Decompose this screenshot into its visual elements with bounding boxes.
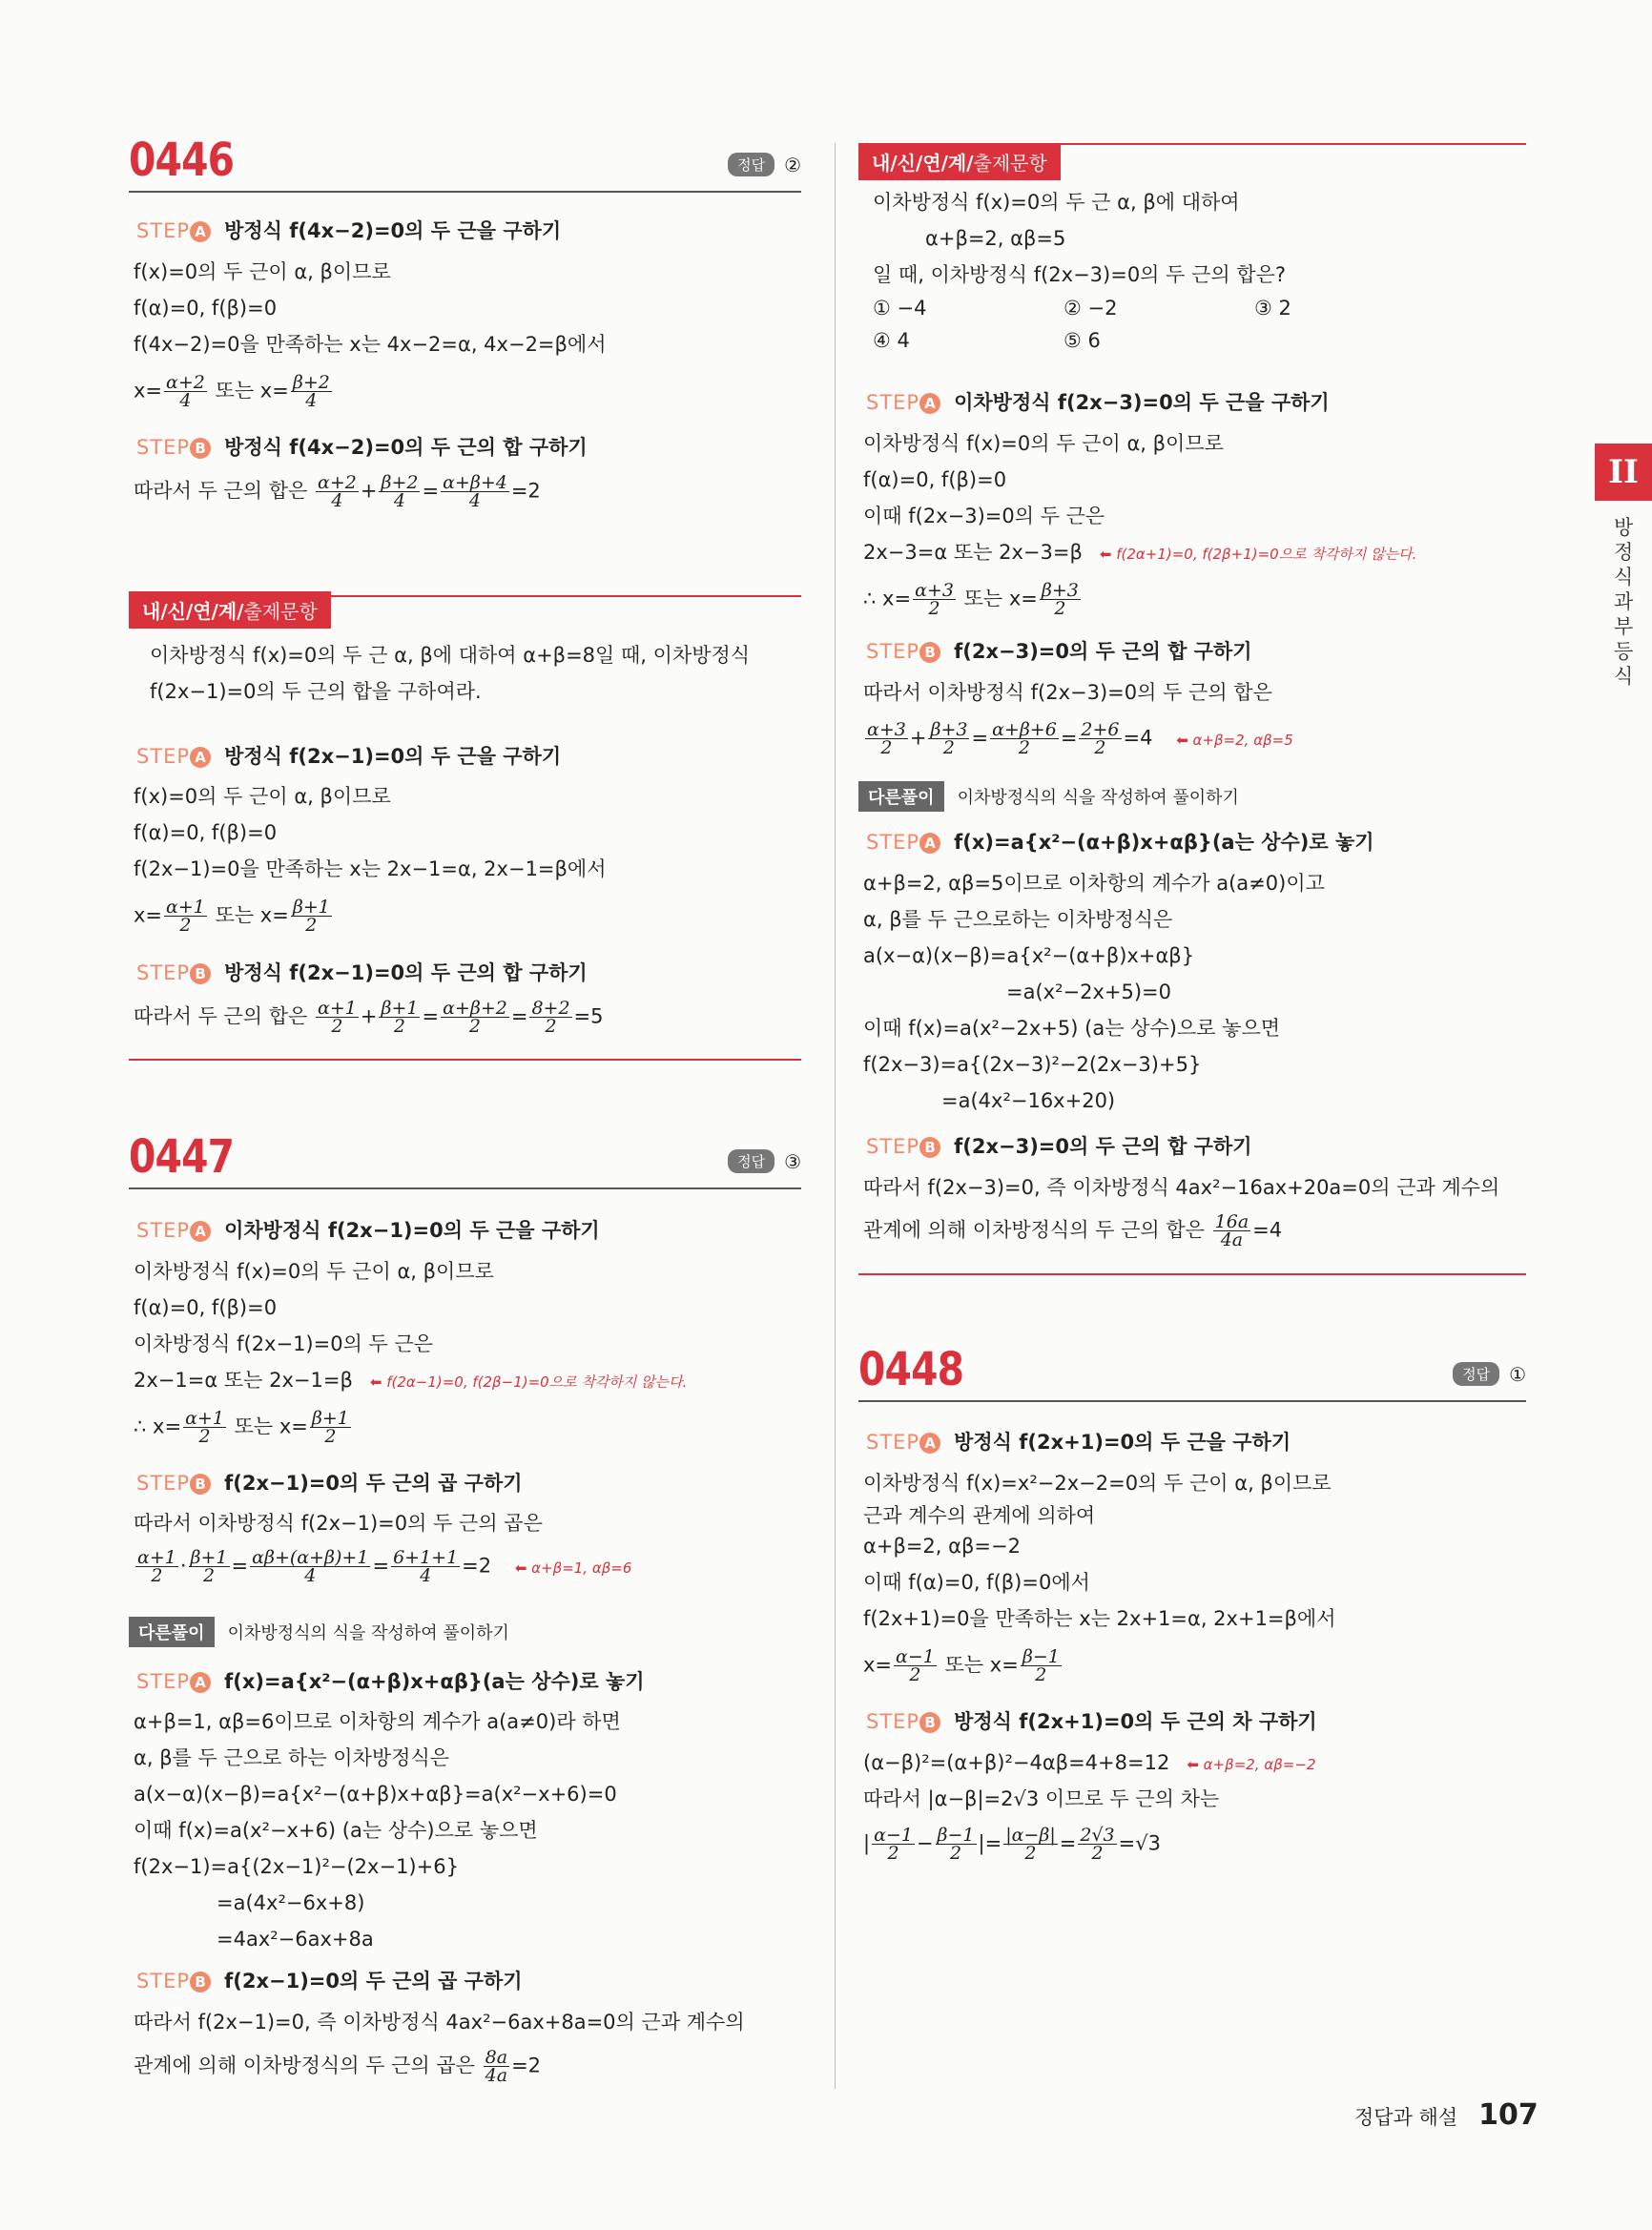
solution-line: 이때 f(x)=a(x²−2x+5) (a는 상수)으로 놓으면 [863, 1017, 1281, 1040]
solution-line: ∴ x= $\frac{\alpha+1}{2}$ 또는 x= $\frac{\beta+1}{2}$ [134, 1408, 349, 1447]
choice-3: ③ 2 [1254, 297, 1291, 320]
solution-line: x= $\frac{\alpha+1}{2}$ 또는 x= $\frac{\beta+1}{2}$ [134, 897, 330, 936]
solution-line: f(2x+1)=0을 만족하는 x는 2x+1=α, 2x+1=β에서 [863, 1607, 1336, 1630]
step-b-heading: STEP B f(2x−1)=0의 두 근의 곱 구하기 [136, 1472, 523, 1495]
solution-line: a(x−α)(x−β)=a{x²−(α+β)x+αβ}=a(x²−x+6)=0 [134, 1783, 617, 1806]
solution-line: 이때 f(α)=0, f(β)=0에서 [863, 1571, 1090, 1594]
answer-value: ① [1509, 1362, 1526, 1386]
solution-line: a(x−α)(x−β)=a{x²−(α+β)x+αβ} [863, 944, 1195, 967]
answer-0447 [728, 1149, 801, 1173]
solution-line: 2x−3=α 또는 2x−3=β ⬅ f(2α+1)=0, f(2β+1)=0으로 착각하지 않는다. [863, 541, 1417, 564]
hint-note: ⬅ α+β=2, αβ=−2 [1187, 1756, 1316, 1773]
question-line: f(2x−1)=0의 두 근의 합을 구하여라. [150, 680, 482, 703]
solution-line: 이차방정식 f(x)=0의 두 근이 α, β이므로 [863, 432, 1224, 455]
solution-line: $\frac{\alpha+3}{2}$ + $\frac{\beta+3}{2}$ = $\frac{\alpha+\beta+6}{2}$ = $\frac{2+6}{2}$ =4 ⬅ α+β=2, αβ=5 [867, 719, 1293, 758]
solution-line: f(x)=0의 두 근이 α, β이므로 [134, 260, 391, 283]
alt-step-a-heading: STEP A f(x)=a{x²−(α+β)x+αβ}(a는 상수)로 놓기 [866, 831, 1374, 854]
answer-value: ② [784, 153, 801, 176]
solution-line: 근과 계수의 관계에 의하여 [863, 1504, 1096, 1527]
chapter-title: 방정식과 부등식 [1614, 516, 1634, 688]
problem-number-0448: 0448 [858, 1343, 964, 1396]
divider [1049, 143, 1526, 145]
answer-tag: 정답 [1453, 1362, 1499, 1386]
solution-line: 따라서 두 근의 합은 $\frac{\alpha+2}{4}$ + $\frac{\beta+2}{4}$ = $\frac{\alpha+\beta+4}{4}$ =2 [134, 472, 541, 511]
hint-note: ⬅ α+β=1, αβ=6 [514, 1559, 632, 1577]
solution-line: f(2x−1)=0을 만족하는 x는 2x−1=α, 2x−1=β에서 [134, 857, 607, 880]
solution-line: f(2x−1)=a{(2x−1)²−(2x−1)+6} [134, 1855, 459, 1878]
solution-line: =a(4x²−6x+8) [217, 1891, 365, 1914]
solution-line: α, β를 두 근으로 하는 이차방정식은 [134, 1746, 450, 1769]
step-a-heading: STEP A 방정식 f(4x−2)=0의 두 근을 구하기 [136, 219, 562, 242]
divider [858, 1273, 1526, 1275]
solution-line: 따라서 이차방정식 f(2x−1)=0의 두 근의 곱은 [134, 1512, 543, 1535]
solution-line: 따라서 이차방정식 f(2x−3)=0의 두 근의 합은 [863, 681, 1272, 704]
solution-line: 2x−1=α 또는 2x−1=β ⬅ f(2α−1)=0, f(2β−1)=0으로 착각하지 않는다. [134, 1369, 688, 1392]
solution-line: $\frac{\alpha+1}{2}$ · $\frac{\beta+1}{2}$ = $\frac{\alpha\beta+(\alpha+\beta)+1}{4}$ = $\frac{6+1+1}{4}$ =2 ⬅ α+β=1, αβ=6 [137, 1547, 632, 1586]
footer-label: 정답과 해설 [1354, 2106, 1458, 2129]
divider [129, 1059, 801, 1061]
solution-line: 이때 f(x)=a(x²−x+6) (a는 상수)으로 놓으면 [134, 1819, 538, 1842]
divider [320, 595, 801, 597]
alt-step-b-heading: STEP B f(2x−3)=0의 두 근의 합 구하기 [866, 1135, 1252, 1158]
solution-line: =a(4x²−16x+20) [941, 1089, 1116, 1112]
solution-line: =4ax²−6ax+8a [217, 1928, 374, 1951]
solution-line: 관계에 의해 이차방정식의 두 근의 합은 $\frac{16a}{4a}$ =4 [863, 1211, 1283, 1250]
question-line: 이차방정식 f(x)=0의 두 근 α, β에 대하여 α+β=8일 때, 이차방정식 [150, 644, 751, 667]
hint-note: ⬅ f(2α+1)=0, f(2β+1)=0으로 착각하지 않는다. [1099, 546, 1417, 563]
question-line: 일 때, 이차방정식 f(2x−3)=0의 두 근의 합은? [873, 263, 1287, 286]
solution-line: ∴ x= $\frac{\alpha+3}{2}$ 또는 x= $\frac{\beta+3}{2}$ [863, 580, 1079, 619]
page-number: 107 [1478, 2098, 1538, 2132]
column-divider [835, 143, 836, 2089]
solution-line: f(α)=0, f(β)=0 [134, 297, 278, 320]
solution-line: 이차방정식 f(x)=x²−2x−2=0의 두 근이 α, β이므로 [863, 1472, 1332, 1495]
step-a-heading: STEP A 이차방정식 f(2x−3)=0의 두 근을 구하기 [866, 391, 1330, 414]
solution-line: 따라서 |α−β|=2√3 이므로 두 근의 차는 [863, 1787, 1220, 1810]
solution-line: 관계에 의해 이차방정식의 두 근의 곱은 $\frac{8a}{4a}$ =2 [134, 2047, 542, 2086]
answer-tag: 정답 [728, 1149, 774, 1173]
page-footer [1354, 2098, 1538, 2132]
solution-line: f(x)=0의 두 근이 α, β이므로 [134, 785, 391, 808]
hint-note: ⬅ f(2α−1)=0, f(2β−1)=0으로 착각하지 않는다. [369, 1373, 688, 1391]
step-b-heading: STEP B f(2x−3)=0의 두 근의 합 구하기 [866, 640, 1252, 663]
answer-0448 [1453, 1362, 1526, 1386]
answer-choices [873, 292, 1445, 357]
step-b-heading: STEP B 방정식 f(4x−2)=0의 두 근의 합 구하기 [136, 436, 588, 459]
solution-line: f(α)=0, f(β)=0 [863, 468, 1007, 491]
solution-line: (α−β)²=(α+β)²−4αβ=4+8=12 ⬅ α+β=2, αβ=−2 [863, 1751, 1316, 1774]
solution-line: f(α)=0, f(β)=0 [134, 821, 278, 844]
solution-line: =a(x²−2x+5)=0 [1006, 981, 1171, 1003]
divider [858, 1400, 1526, 1402]
alt-step-a-heading: STEP A f(x)=a{x²−(α+β)x+αβ}(a는 상수)로 놓기 [136, 1670, 645, 1693]
solution-line: α+β=2, αβ=−2 [863, 1535, 1021, 1558]
choice-2: ② −2 [1063, 297, 1118, 320]
solution-line: | $\frac{\alpha-1}{2}$ − $\frac{\beta-1}{2}$ |= $\frac{|\alpha-\beta|}{2}$ = $\frac{2√3}{2}$ =√3 [863, 1825, 1161, 1864]
answer-value: ③ [784, 1149, 801, 1173]
solution-line: α, β를 두 근으로하는 이차방정식은 [863, 908, 1173, 931]
step-a-heading: STEP A 방정식 f(2x−1)=0의 두 근을 구하기 [136, 745, 562, 768]
solution-line: 이차방정식 f(2x−1)=0의 두 근은 [134, 1332, 434, 1355]
solution-line: f(4x−2)=0을 만족하는 x는 4x−2=α, 4x−2=β에서 [134, 333, 607, 356]
solution-line: f(α)=0, f(β)=0 [134, 1296, 278, 1319]
problem-number-0447: 0447 [129, 1130, 235, 1184]
solution-line: 이차방정식 f(x)=0의 두 근이 α, β이므로 [134, 1260, 494, 1283]
solution-line: 따라서 f(2x−3)=0, 즉 이차방정식 4ax²−16ax+20a=0의 근과 계수의 [863, 1176, 1500, 1199]
solution-line: x= $\frac{\alpha-1}{2}$ 또는 x= $\frac{\beta-1}{2}$ [863, 1646, 1060, 1685]
solution-line: 따라서 두 근의 합은 $\frac{\alpha+1}{2}$ + $\frac{\beta+1}{2}$ = $\frac{\alpha+\beta+2}{2}$ = $\frac{8+2}{2}$ =5 [134, 998, 604, 1037]
solution-line: x= $\frac{\alpha+2}{4}$ 또는 x= $\frac{\beta+2}{4}$ [134, 372, 330, 411]
solution-line: α+β=2, αβ=5이므로 이차항의 계수가 a(a≠0)이고 [863, 872, 1325, 895]
solution-line: α+β=1, αβ=6이므로 이차항의 계수가 a(a≠0)라 하면 [134, 1710, 621, 1733]
linked-problem-tag: 내/신/연/계/출제문항 [858, 143, 1061, 180]
step-a-heading: STEP A 방정식 f(2x+1)=0의 두 근을 구하기 [866, 1431, 1291, 1454]
hint-note: ⬅ α+β=2, αβ=5 [1176, 731, 1293, 749]
linked-problem-tag: 내/신/연/계/출제문항 [129, 591, 331, 629]
solution-line: 따라서 f(2x−1)=0, 즉 이차방정식 4ax²−6ax+8a=0의 근과 계수의 [134, 2011, 745, 2034]
problem-number-0446: 0446 [129, 134, 235, 187]
choice-1: ① −4 [873, 297, 927, 320]
question-line: 이차방정식 f(x)=0의 두 근 α, β에 대하여 [873, 191, 1240, 214]
step-b-heading: STEP B 방정식 f(2x+1)=0의 두 근의 차 구하기 [866, 1710, 1317, 1733]
question-line: α+β=2, αβ=5 [925, 227, 1066, 250]
divider [129, 1187, 801, 1189]
alt-step-b-heading: STEP B f(2x−1)=0의 두 근의 곱 구하기 [136, 1970, 523, 1993]
solution-line: f(2x−3)=a{(2x−3)²−2(2x−3)+5} [863, 1053, 1202, 1076]
step-b-heading: STEP B 방정식 f(2x−1)=0의 두 근의 합 구하기 [136, 961, 588, 984]
alternative-solution-tag: 다른풀이 이차방정식의 식을 작성하여 풀이하기 [129, 1618, 509, 1646]
choice-5: ⑤ 6 [1063, 329, 1101, 352]
divider [129, 191, 801, 193]
alternative-solution-tag: 다른풀이 이차방정식의 식을 작성하여 풀이하기 [858, 782, 1239, 811]
solution-line: 이때 f(2x−3)=0의 두 근은 [863, 505, 1105, 527]
choice-4: ④ 4 [873, 329, 910, 352]
answer-0446 [728, 153, 801, 176]
chapter-tab: II [1595, 444, 1652, 501]
step-a-heading: STEP A 이차방정식 f(2x−1)=0의 두 근을 구하기 [136, 1219, 600, 1242]
answer-tag: 정답 [728, 153, 774, 176]
